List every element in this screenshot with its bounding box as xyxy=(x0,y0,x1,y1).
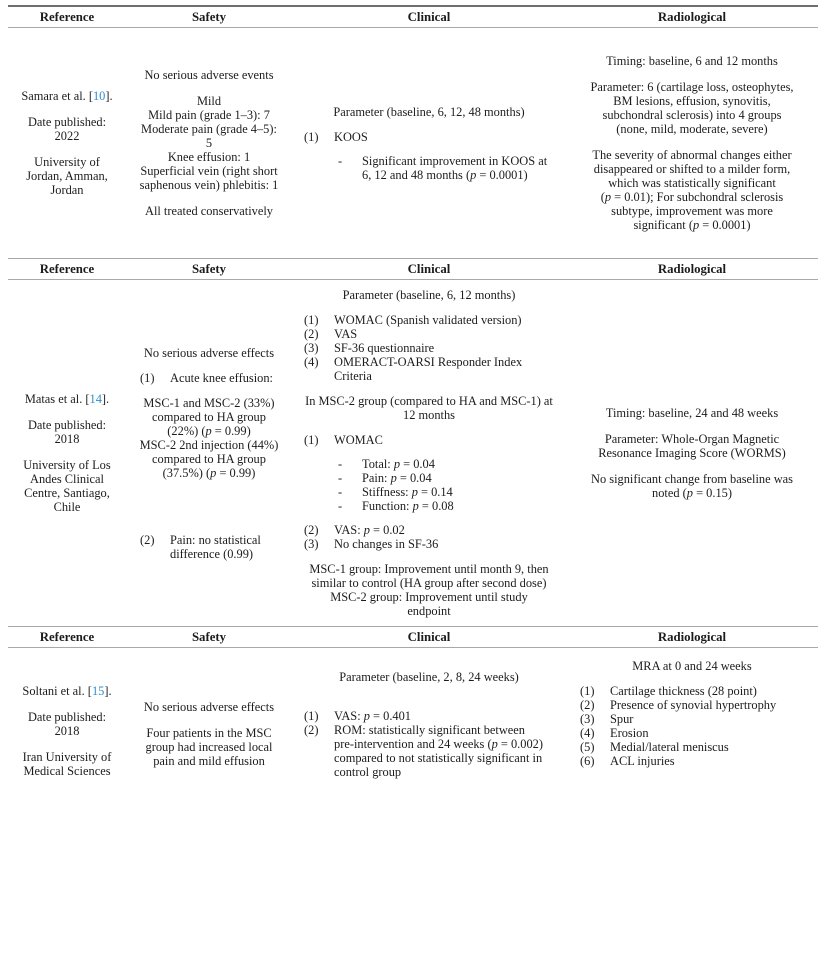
text-paragraph: Date published: 2022 xyxy=(27,115,107,143)
item-marker: - xyxy=(338,499,343,513)
text-paragraph: Soltani et al. [15]. xyxy=(22,684,112,698)
item-text: Spur xyxy=(610,712,634,726)
item-text: No changes in SF-36 xyxy=(334,537,439,551)
column-header-safety: Safety xyxy=(191,262,227,276)
item-list xyxy=(130,533,288,561)
item-marker: (1) xyxy=(304,130,319,144)
cell-clinical xyxy=(292,28,566,258)
text-paragraph: MSC-1 group: Improvement until month 9, then similar to control (HA group after second dose) MSC-2 group: Improvement until study endpoint xyxy=(309,562,549,618)
item-text: ACL injuries xyxy=(610,754,675,768)
item-text: WOMAC (Spanish validated version) xyxy=(334,313,522,327)
column-header-safety: Safety xyxy=(191,10,227,24)
item-marker: (1) xyxy=(304,313,319,327)
text-paragraph: Parameter (baseline, 2, 8, 24 weeks) xyxy=(339,670,519,684)
dash-item xyxy=(338,154,564,182)
item-marker: (2) xyxy=(304,723,319,737)
item-marker: (4) xyxy=(580,726,595,740)
spacer xyxy=(130,486,288,528)
cell-clinical xyxy=(292,280,566,626)
numbered-item xyxy=(304,709,564,723)
numbered-item xyxy=(304,537,564,551)
item-marker: (2) xyxy=(304,327,319,341)
study-row xyxy=(8,28,818,258)
citation-link[interactable]: 10 xyxy=(92,89,106,103)
cell-safety xyxy=(126,28,292,258)
study-row xyxy=(8,648,818,958)
item-list xyxy=(294,130,564,144)
item-list xyxy=(294,313,564,383)
table-header-row xyxy=(8,626,818,648)
item-marker: - xyxy=(338,457,343,471)
item-list xyxy=(294,154,564,182)
numbered-item xyxy=(580,754,814,768)
item-text: Cartilage thickness (28 point) xyxy=(610,684,757,698)
review-table xyxy=(8,5,818,958)
item-list xyxy=(294,457,564,513)
numbered-item xyxy=(140,533,288,561)
text-paragraph: In MSC-2 group (compared to HA and MSC-1) at 12 months xyxy=(305,394,553,422)
citation-link[interactable]: 14 xyxy=(89,392,102,406)
item-text: Presence of synovial hypertrophy xyxy=(610,698,777,712)
numbered-item xyxy=(304,355,564,383)
item-list xyxy=(294,433,564,447)
text-paragraph: Date published: 2018 xyxy=(27,418,107,446)
item-text: VAS: p = 0.401 xyxy=(334,709,411,723)
text-paragraph: Parameter: Whole-Organ Magnetic Resonance Imaging Score (WORMS) xyxy=(598,432,786,460)
column-header-reference: Reference xyxy=(39,630,95,644)
text-paragraph: Timing: baseline, 24 and 48 weeks xyxy=(605,406,779,420)
text-paragraph: Mild Mild pain (grade 1–3): 7 Moderate pain (grade 4–5): 5 Knee effusion: 1 Superficial vein (right short saphenous vein) phlebitis: 1 xyxy=(139,94,279,192)
item-marker: (1) xyxy=(304,433,319,447)
item-marker: (6) xyxy=(580,754,595,768)
numbered-item xyxy=(304,341,564,355)
item-marker: (5) xyxy=(580,740,595,754)
column-header-clinical: Clinical xyxy=(407,10,451,24)
item-text: OMERACT-OARSI Responder Index Criteria xyxy=(334,355,523,383)
numbered-item xyxy=(304,523,564,537)
numbered-item xyxy=(304,433,564,447)
cell-safety xyxy=(126,648,292,958)
table-header-row xyxy=(8,258,818,280)
text-paragraph: No serious adverse effects xyxy=(143,700,275,714)
dash-item xyxy=(338,457,564,471)
item-text: VAS: p = 0.02 xyxy=(334,523,405,537)
numbered-item xyxy=(580,726,814,740)
item-marker: (2) xyxy=(304,523,319,537)
text-paragraph: No serious adverse events xyxy=(144,68,274,82)
item-text: SF-36 questionnaire xyxy=(334,341,435,355)
numbered-item xyxy=(304,723,564,779)
cell-radiological xyxy=(566,280,818,626)
item-marker: (1) xyxy=(304,709,319,723)
text-paragraph: Date published: 2018 xyxy=(27,710,107,738)
item-marker: (1) xyxy=(580,684,595,698)
numbered-item xyxy=(580,698,814,712)
text-paragraph: Four patients in the MSC group had increased local pain and mild effusion xyxy=(145,726,273,768)
column-header-radiological: Radiological xyxy=(657,630,727,644)
column-header-radiological: Radiological xyxy=(657,10,727,24)
text-paragraph: Parameter: 6 (cartilage loss, osteophytes, BM lesions, effusion, synovitis, subchondral sclerosis) into 4 groups (none, mild, moderate, severe) xyxy=(590,80,794,136)
cell-clinical xyxy=(292,648,566,958)
item-list xyxy=(294,709,564,779)
column-header-clinical: Clinical xyxy=(407,262,451,276)
text-paragraph: The severity of abnormal changes either disappeared or shifted to a milder form, which was statistically significant (p = 0.01); For subchondral sclerosis subtype, improvement was more significant (p = 0.0001) xyxy=(592,148,792,232)
item-list xyxy=(130,371,288,385)
item-text: WOMAC xyxy=(334,433,383,447)
text-paragraph: University of Los Andes Clinical Centre, Santiago, Chile xyxy=(23,458,111,514)
cell-reference xyxy=(8,648,126,958)
column-header-clinical: Clinical xyxy=(407,630,451,644)
text-paragraph: Matas et al. [14]. xyxy=(24,392,110,406)
column-header-reference: Reference xyxy=(39,262,95,276)
text-paragraph: No serious adverse effects xyxy=(143,346,275,360)
item-text: Medial/lateral meniscus xyxy=(610,740,729,754)
numbered-item xyxy=(304,130,564,144)
item-text: Pain: no statistical difference (0.99) xyxy=(170,533,261,561)
text-paragraph: No significant change from baseline was noted (p = 0.15) xyxy=(591,472,793,500)
text-paragraph: Parameter (baseline, 6, 12, 48 months) xyxy=(333,105,525,119)
study-row xyxy=(8,280,818,626)
numbered-item xyxy=(304,313,564,327)
text-paragraph: MRA at 0 and 24 weeks xyxy=(632,659,752,673)
text-paragraph: MSC-1 and MSC-2 (33%) compared to HA group (22%) (p = 0.99) MSC-2 2nd injection (44%) compared to HA group (37.5%) (p = 0.99) xyxy=(139,396,279,480)
paper-page xyxy=(0,5,827,779)
column-header-reference: Reference xyxy=(39,10,95,24)
text-paragraph: Timing: baseline, 6 and 12 months xyxy=(606,54,778,68)
cell-reference xyxy=(8,280,126,626)
cell-radiological xyxy=(566,648,818,958)
cell-reference xyxy=(8,28,126,258)
item-marker: (3) xyxy=(580,712,595,726)
item-text: Significant improvement in KOOS at 6, 12 and 48 months (p = 0.0001) xyxy=(362,154,548,182)
text-paragraph: University of Jordan, Amman, Jordan xyxy=(26,155,108,197)
cell-radiological xyxy=(566,28,818,258)
item-text: Pain: p = 0.04 xyxy=(362,471,432,485)
item-text: Stiffness: p = 0.14 xyxy=(362,485,453,499)
spacer xyxy=(294,690,564,704)
item-text: Function: p = 0.08 xyxy=(362,499,454,513)
text-paragraph: Samara et al. [10]. xyxy=(21,89,113,103)
citation-link[interactable]: 15 xyxy=(91,684,105,698)
dash-item xyxy=(338,471,564,485)
dash-item xyxy=(338,485,564,499)
item-text: Total: p = 0.04 xyxy=(362,457,435,471)
item-list xyxy=(570,684,814,768)
numbered-item xyxy=(580,740,814,754)
numbered-item xyxy=(140,371,288,385)
text-paragraph: Parameter (baseline, 6, 12 months) xyxy=(342,288,516,302)
cell-safety xyxy=(126,280,292,626)
numbered-item xyxy=(580,712,814,726)
numbered-item xyxy=(580,684,814,698)
item-marker: (4) xyxy=(304,355,319,369)
item-marker: (2) xyxy=(140,533,155,547)
table-header-row xyxy=(8,5,818,28)
item-text: Acute knee effusion: xyxy=(170,371,273,385)
numbered-item xyxy=(304,327,564,341)
item-marker: - xyxy=(338,485,343,499)
item-marker: (3) xyxy=(304,341,319,355)
item-marker: - xyxy=(338,154,343,168)
text-paragraph: All treated conservatively xyxy=(145,204,273,218)
item-marker: (2) xyxy=(580,698,595,712)
item-text: KOOS xyxy=(334,130,368,144)
dash-item xyxy=(338,499,564,513)
item-text: VAS xyxy=(334,327,358,341)
text-paragraph: Iran University of Medical Sciences xyxy=(22,750,112,778)
item-text: Erosion xyxy=(610,726,649,740)
item-marker: (1) xyxy=(140,371,155,385)
item-text: ROM: statistically significant between pre-intervention and 24 weeks (p = 0.002) compared to not statistically significant in control group xyxy=(334,723,543,779)
column-header-radiological: Radiological xyxy=(657,262,727,276)
item-marker: - xyxy=(338,471,343,485)
item-list xyxy=(294,523,564,551)
item-marker: (3) xyxy=(304,537,319,551)
column-header-safety: Safety xyxy=(191,630,227,644)
